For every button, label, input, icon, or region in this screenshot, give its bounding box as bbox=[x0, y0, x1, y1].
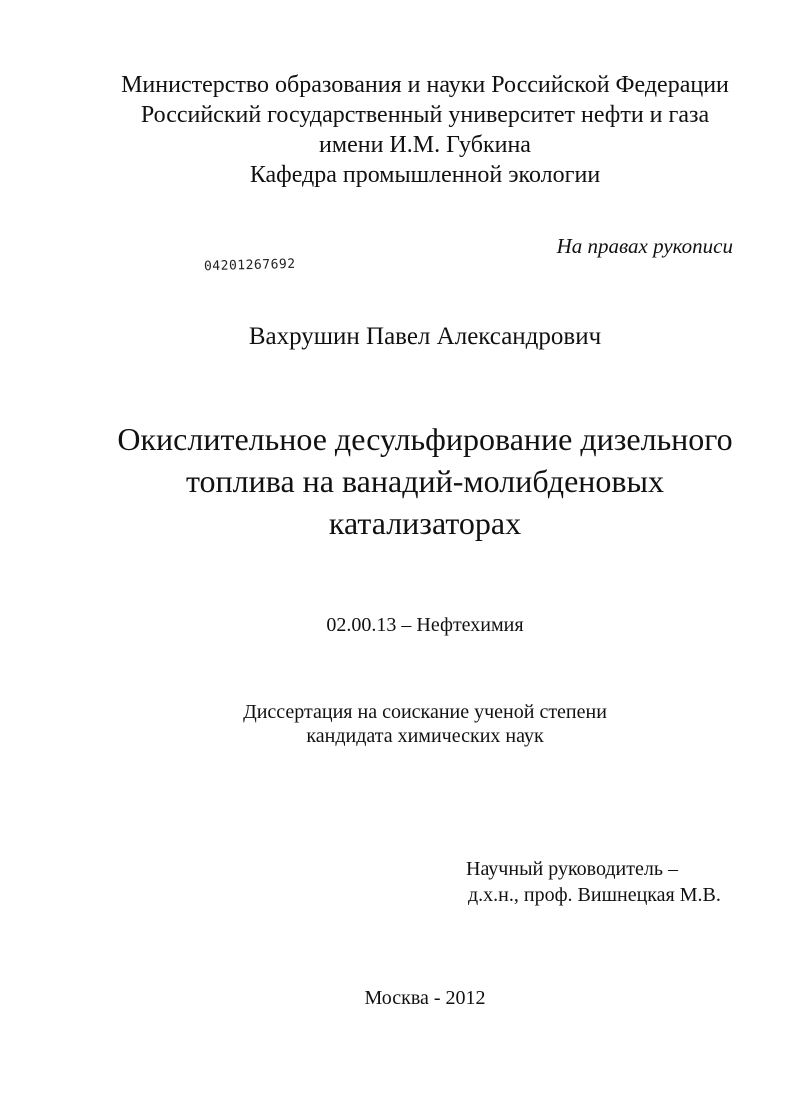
degree-line: Диссертация на соискание ученой степени bbox=[243, 701, 607, 723]
title-line: катализаторах bbox=[328, 505, 522, 541]
ministry-line: Министерство образования и науки Российской Федерации bbox=[121, 72, 729, 98]
advisor-name: д.х.н., проф. Вишнецкая М.В. bbox=[468, 884, 721, 906]
scientific-advisor bbox=[466, 856, 721, 908]
specialty-code: 02.00.13 – Нефтехимия bbox=[326, 614, 524, 636]
manuscript-rights-note: На правах рукописи bbox=[556, 234, 733, 258]
degree-line: кандидата химических наук bbox=[306, 725, 544, 747]
advisor-label: Научный руководитель – bbox=[466, 858, 678, 880]
author-name: Вахрушин Павел Александрович bbox=[248, 323, 602, 350]
title-line: Окислительное десульфирование дизельного bbox=[117, 421, 733, 457]
degree-statement bbox=[0, 700, 791, 748]
inventory-stamp-number: 04201267692 bbox=[203, 256, 296, 275]
dissertation-title bbox=[0, 418, 791, 544]
university-line: Российский государственный университет нефти и газа bbox=[140, 102, 710, 128]
university-name-line: имени И.М. Губкина bbox=[319, 132, 531, 158]
institution-header bbox=[0, 70, 791, 190]
title-line: топлива на ванадий-молибденовых bbox=[185, 463, 665, 499]
city-year: Москва - 2012 bbox=[364, 987, 486, 1009]
department-line: Кафедра промышленной экологии bbox=[249, 162, 601, 188]
